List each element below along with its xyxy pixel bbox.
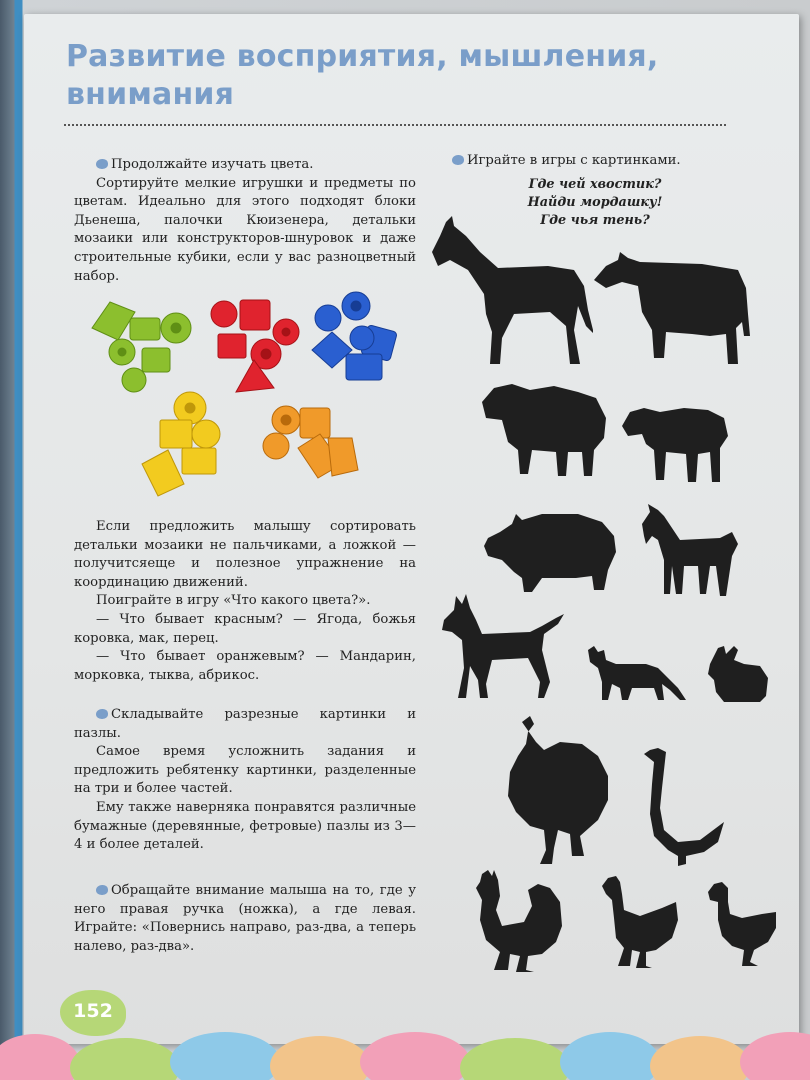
decorative-blob [650, 1036, 750, 1080]
decorative-blob [70, 1038, 180, 1080]
pig-icon [482, 508, 618, 594]
section-colors-continued [74, 518, 416, 685]
blue-pieces [312, 292, 397, 380]
bullet-icon [96, 159, 108, 169]
paragraph: Сортируйте мелкие игрушки и предметы по цветам. Идеально для этого подходят блоки Дьенеша, палочки Кюизенера, детальки мозаики или конструкторов-шнуровок и даже строительные кубики, если у вас разноцветный набор. [74, 175, 416, 284]
game-title: Где чей хвостик? [528, 177, 662, 192]
game-title: Найди мордашку! [527, 195, 663, 210]
paragraph: Поиграйте в игру «Что какого цвета?». [96, 593, 371, 609]
decorative-blob [740, 1032, 810, 1080]
paragraph: — Что бывает красным? — Ягода, божья коровка, мак, перец. [74, 611, 416, 646]
cat-icon [586, 644, 688, 704]
section-left-right [74, 882, 416, 956]
mosaic-pieces-illustration [80, 288, 420, 510]
page-title: Развитие восприятия, мышления, внимания [66, 39, 659, 112]
red-pieces [211, 300, 299, 392]
cow-icon [592, 248, 752, 368]
paragraph: Ему также наверняка понравятся различные бумажные (деревянные, фетровые) пазлы из 3—4 и более деталей. [74, 799, 416, 853]
section-heading: Складывайте разрезные картинки и пазлы. [74, 707, 416, 741]
section-heading: Играйте в игры с картинками. [467, 153, 681, 168]
section-picture-games [452, 152, 712, 171]
turkey-icon [500, 716, 612, 866]
horse-icon [428, 214, 593, 370]
game-title: Где чья тень? [540, 213, 650, 228]
sheep-icon [478, 380, 608, 480]
decorative-blob [360, 1032, 470, 1080]
yellow-pieces [142, 392, 220, 496]
duck-icon [706, 878, 780, 968]
paragraph: Обращайте внимание малыша на то, где у него правая ручка (ножка), а где левая. Играйте: «Повернись направо, раз-два, а теперь налево, раз-два». [74, 883, 416, 954]
page-number: 152 [73, 1000, 113, 1022]
dog-icon [440, 590, 570, 702]
decorative-blob [0, 1034, 80, 1080]
decorative-blob [460, 1038, 570, 1080]
rooster-icon [472, 866, 564, 974]
section-colors [74, 156, 416, 286]
paragraph: Если предложить малышу сортировать детальки мозаики не пальчиками, а ложкой — получитсяеще и полезное упражнение на координацию движений. [74, 519, 416, 590]
page-number-badge [60, 990, 126, 1036]
decorative-blob [170, 1032, 280, 1080]
rabbit-icon [704, 644, 770, 704]
bullet-icon [96, 885, 108, 895]
goose-icon [642, 746, 726, 868]
section-heading: Продолжайте изучать цвета. [111, 157, 314, 172]
decorative-bottom-band [0, 1030, 810, 1080]
title-divider [64, 124, 726, 126]
paragraph: — Что бывает оранжевым? — Мандарин, морковка, тыква, абрикос. [74, 649, 416, 683]
bullet-icon [96, 709, 108, 719]
section-puzzles [74, 706, 416, 855]
green-pieces [92, 302, 191, 392]
goat-icon [640, 504, 740, 598]
decorative-blob [560, 1032, 660, 1080]
orange-pieces [263, 406, 358, 478]
decorative-blob [270, 1036, 370, 1080]
lamb-icon [620, 402, 730, 486]
bullet-icon [452, 155, 464, 165]
hen-icon [600, 874, 680, 970]
paragraph: Самое время усложнить задания и предложить ребятенку картинки, разделенные на три и более частей. [74, 744, 416, 797]
